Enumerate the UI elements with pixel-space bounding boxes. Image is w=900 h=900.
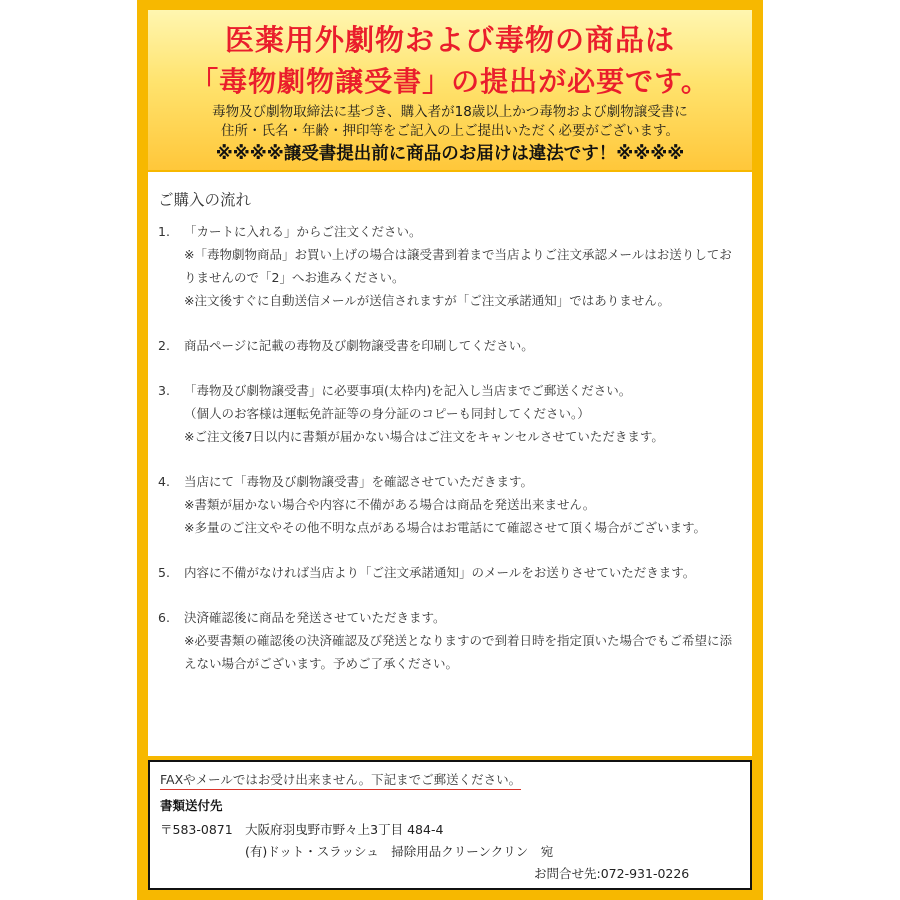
step-note: ※「毒物劇物商品」お買い上げの場合は譲受書到着まで当店よりご注文承認メールはお送りしておりませんので「2」へお進みください。	[184, 247, 732, 285]
step-note: ※必要書類の確認後の決済確認及び発送となりますので到着日時を指定頂いた場合でもご希望に添えない場合がございます。予めご了承ください。	[184, 633, 732, 671]
flow-step-4	[148, 470, 752, 539]
step-number: 4.	[158, 474, 170, 489]
step-text: 当店にて「毒物及び劇物譲受書」を確認させていただきます。	[184, 474, 534, 489]
header-warning: ※※※※譲受書提出前に商品のお届けは違法です！※※※※	[215, 144, 685, 164]
mailing-address-box	[148, 760, 752, 890]
header-subtitle-line1: 毒物及び劇物取締法に基づき、購入者が18歳以上かつ毒物および劇物譲受書に	[212, 104, 688, 120]
header-subtitle-line2: 住所・氏名・年齢・押印等をご記入の上ご提出いただく必要がございます。	[221, 123, 679, 139]
step-number: 1.	[158, 224, 170, 239]
step-number: 5.	[158, 565, 170, 580]
flow-step-2	[148, 334, 752, 357]
step-number: 3.	[158, 383, 170, 398]
step-text: 「カートに入れる」からご注文ください。	[184, 224, 422, 239]
flow-step-5	[148, 561, 752, 584]
step-note: ※多量のご注文やその他不明な点がある場合はお電話にて確認させて頂く場合がございます。	[184, 520, 706, 535]
footer-label: 書類送付先	[160, 798, 223, 813]
step-number: 6.	[158, 610, 170, 625]
step-text: 決済確認後に商品を発送させていただきます。	[184, 610, 446, 625]
postal-address: 〒583-0871 大阪府羽曳野市野々上3丁目 484-4	[160, 822, 444, 837]
header-title-line2: 「毒物劇物譲受書」の提出が必要です。	[190, 65, 710, 98]
footer-warning: FAXやメールではお受け出来ません。下記までご郵送ください。	[160, 770, 521, 790]
step-note: ※書類が届かない場合や内容に不備がある場合は商品を発送出来ません。	[184, 497, 596, 512]
flow-step-6	[148, 606, 752, 675]
step-number: 2.	[158, 338, 170, 353]
header-title-line1: 医薬用外劇物および毒物の商品は	[224, 23, 675, 57]
step-note: ※注文後すぐに自動送信メールが送信されますが「ご注文承諾通知」ではありません。	[184, 293, 670, 308]
step-text: 商品ページに記載の毒物及び劇物譲受書を印刷してください。	[184, 338, 534, 353]
flow-step-3	[148, 379, 752, 448]
step-note: ※ご注文後7日以内に書類が届かない場合はご注文をキャンセルさせていただきます。	[184, 429, 664, 444]
recipient-company: (有)ドット・スラッシュ 掃除用品クリーンクリン 宛	[245, 844, 554, 859]
flow-steps	[148, 220, 752, 697]
notice-header	[148, 10, 752, 170]
contact-phone: お問合せ先:072-931-0226	[534, 866, 690, 881]
purchase-flow-section	[148, 172, 752, 756]
step-text: 内容に不備がなければ当店より「ご注文承諾通知」のメールをお送りさせていただきます。	[184, 565, 696, 580]
flow-title: ご購入の流れ	[158, 191, 252, 209]
step-text: 「毒物及び劇物譲受書」に必要事項(太枠内)を記入し当店までご郵送ください。	[184, 383, 632, 398]
step-note: （個人のお客様は運転免許証等の身分証のコピーも同封してください。）	[184, 406, 590, 421]
flow-step-1	[148, 220, 752, 312]
